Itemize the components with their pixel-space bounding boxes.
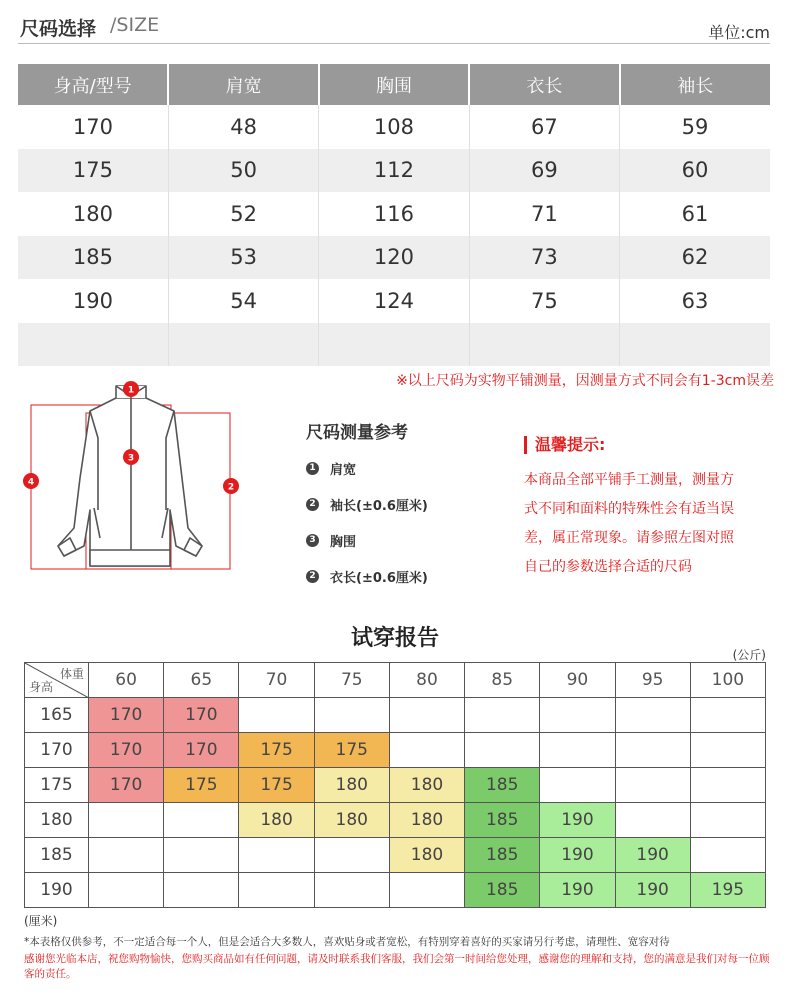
height-label: 180: [25, 803, 89, 838]
size-recommendation-cell: 170: [164, 733, 239, 768]
table-cell: 60: [620, 149, 770, 193]
weight-header: 100: [690, 663, 765, 698]
height-label: 170: [25, 733, 89, 768]
table-cell: 59: [681, 114, 709, 139]
table-row: [18, 236, 770, 280]
report-row: [25, 698, 766, 733]
size-recommendation-cell: 175: [314, 733, 389, 768]
size-recommendation-cell: 190: [540, 803, 615, 838]
table-cell: 54: [168, 279, 318, 323]
table-cell: 71: [469, 192, 619, 236]
reference-item: [306, 450, 428, 486]
weight-header: 80: [389, 663, 464, 698]
corner-weight-label: 体重: [59, 667, 84, 681]
section-subtitle: /SIZE: [110, 14, 160, 36]
table-row: [18, 192, 770, 236]
empty-cell: [615, 733, 690, 768]
table-cell: 116: [319, 192, 469, 236]
size-recommendation-cell: 190: [615, 838, 690, 873]
empty-cell: [690, 838, 765, 873]
size-recommendation-cell: 170: [164, 698, 239, 733]
table-cell: 185: [18, 236, 168, 280]
size-recommendation-cell: 185: [465, 803, 540, 838]
marker-3-label: 3: [127, 453, 135, 464]
measurement-note: ※以上尺码为实物平铺测量，因测量方式不同会有1-3cm误差: [396, 373, 774, 389]
reference-label: 肩宽: [330, 462, 357, 478]
tips-line: 式不同和面料的特殊性会有适当误: [524, 501, 734, 517]
col-header: 身高/型号: [18, 64, 168, 105]
reference-item: [306, 486, 428, 522]
height-label: 165: [25, 698, 89, 733]
size-recommendation-cell: 195: [690, 873, 765, 908]
marker-1-label: 1: [127, 385, 135, 396]
height-label: 175: [25, 768, 89, 803]
table-cell: 63: [681, 288, 709, 313]
size-table-header: [18, 64, 770, 105]
table-cell: 175: [18, 149, 168, 193]
col-header: 胸围: [319, 64, 469, 105]
number-badge: 3: [306, 534, 319, 547]
empty-cell: [465, 733, 540, 768]
empty-cell: [690, 733, 765, 768]
size-recommendation-cell: 170: [89, 698, 164, 733]
marker-2-label: 2: [227, 482, 235, 493]
size-recommendation-cell: 185: [465, 838, 540, 873]
size-recommendation-cell: 175: [239, 733, 314, 768]
try-on-report-table: [24, 662, 766, 908]
number-badge: 1: [306, 462, 319, 475]
weight-header-row: [25, 663, 766, 698]
empty-cell: [690, 768, 765, 803]
tips-line: 自己的参数选择合适的尺码: [524, 559, 692, 575]
col-header: 衣长: [469, 64, 619, 105]
table-cell: 62: [620, 236, 770, 280]
reference-label: 胸围: [330, 534, 357, 550]
table-cell: 53: [168, 236, 318, 280]
table-row: [18, 149, 770, 193]
table-cell: 67: [469, 105, 619, 149]
table-cell: 170: [18, 105, 168, 149]
size-recommendation-cell: 180: [389, 838, 464, 873]
empty-cell: [239, 698, 314, 733]
empty-cell: [89, 803, 164, 838]
empty-cell: [540, 698, 615, 733]
reference-item: [306, 558, 428, 594]
tips-title: 温馨提示:: [524, 436, 605, 454]
unit-label: 单位:cm: [708, 23, 770, 42]
table-cell: 61: [681, 201, 709, 226]
jacket-diagram: [18, 378, 250, 588]
size-recommendation-cell: 180: [314, 803, 389, 838]
table-cell: 50: [168, 149, 318, 193]
tips-body: [524, 466, 756, 582]
empty-cell: [389, 733, 464, 768]
tips-line: 差，属正常现象。请参照左图对照: [524, 530, 734, 546]
col-header: 肩宽: [168, 64, 318, 105]
table-cell: 73: [469, 236, 619, 280]
report-row: [25, 768, 766, 803]
empty-cell: [314, 838, 389, 873]
size-recommendation-cell: 180: [389, 768, 464, 803]
weight-header: 70: [239, 663, 314, 698]
table-row: [18, 279, 770, 323]
corner-cell: [25, 663, 89, 698]
empty-cell: [239, 838, 314, 873]
empty-cell: [389, 698, 464, 733]
size-recommendation-cell: 190: [540, 838, 615, 873]
height-label: 190: [25, 873, 89, 908]
table-cell: 112: [319, 149, 469, 193]
empty-cell: [89, 873, 164, 908]
empty-cell: [690, 698, 765, 733]
report-row: [25, 733, 766, 768]
col-header: 袖长: [620, 64, 770, 105]
empty-cell: [540, 768, 615, 803]
weight-header: 90: [540, 663, 615, 698]
empty-cell: [615, 768, 690, 803]
report-row: [25, 873, 766, 908]
empty-cell: [164, 873, 239, 908]
size-recommendation-cell: 180: [239, 803, 314, 838]
jacket-outline: [58, 398, 202, 566]
weight-header: 65: [164, 663, 239, 698]
weight-header: 75: [314, 663, 389, 698]
empty-cell: [540, 733, 615, 768]
size-recommendation-cell: 170: [89, 733, 164, 768]
disclaimer-text: *本表格仅供参考，不一定适合每一个人，但是会适合大多数人，喜欢贴身或者宽松，有特别穿着喜好的买家请另行考虑，请理性、宽容对待: [24, 936, 670, 948]
size-recommendation-cell: 170: [89, 768, 164, 803]
report-row: [25, 838, 766, 873]
table-cell: 120: [319, 236, 469, 280]
size-recommendation-cell: 190: [540, 873, 615, 908]
height-unit: (厘米): [24, 914, 58, 928]
weight-header: 95: [615, 663, 690, 698]
table-row: [18, 105, 770, 149]
reference-item: [306, 522, 428, 558]
empty-cell: [465, 698, 540, 733]
empty-cell: [615, 803, 690, 838]
reference-list: [306, 450, 428, 594]
reference-label: 衣长(±0.6厘米): [330, 570, 428, 586]
report-row: [25, 803, 766, 838]
hem-band: [90, 550, 170, 566]
size-recommendation-cell: 185: [465, 768, 540, 803]
table-cell: 48: [168, 105, 318, 149]
size-recommendation-cell: 180: [389, 803, 464, 838]
marker-4-label: 4: [27, 477, 35, 488]
table-cell: 124: [319, 279, 469, 323]
empty-cell: [314, 873, 389, 908]
empty-cell: [239, 873, 314, 908]
reference-label: 袖长(±0.6厘米): [330, 498, 428, 514]
section-header: [18, 12, 770, 44]
number-badge: 2: [306, 570, 319, 583]
weight-header: 85: [465, 663, 540, 698]
report-title: 试穿报告: [350, 626, 439, 651]
reference-title: 尺码测量参考: [306, 423, 408, 443]
size-recommendation-cell: 185: [465, 873, 540, 908]
tips-line: 本商品全部平铺手工测量，测量方: [524, 472, 734, 488]
table-cell: 180: [18, 192, 168, 236]
empty-cell: [89, 838, 164, 873]
table-cell: 69: [469, 149, 619, 193]
size-recommendation-cell: 175: [239, 768, 314, 803]
weight-header: 60: [89, 663, 164, 698]
number-badge: 2: [306, 498, 319, 511]
jacket-illustration: [18, 378, 250, 588]
table-row-empty: [18, 323, 770, 366]
empty-cell: [389, 873, 464, 908]
empty-cell: [615, 698, 690, 733]
corner-height-label: 身高: [29, 680, 54, 694]
table-cell: 108: [319, 105, 469, 149]
section-title: 尺码选择: [20, 18, 97, 40]
empty-cell: [314, 698, 389, 733]
table-cell: 75: [469, 279, 619, 323]
empty-cell: [690, 803, 765, 838]
height-label: 185: [25, 838, 89, 873]
size-table: [18, 64, 770, 366]
size-recommendation-cell: 180: [314, 768, 389, 803]
thanks-text: 感谢您光临本店，祝您购物愉快，您购买商品如有任何问题，请及时联系我们客服，我们会第一时间给您处理，感谢您的理解和支持，您的满意是我们对每一位顾客的责任。: [24, 953, 770, 980]
table-cell: 52: [168, 192, 318, 236]
size-recommendation-cell: 175: [164, 768, 239, 803]
weight-unit: (公斤): [732, 648, 766, 662]
empty-cell: [164, 838, 239, 873]
empty-cell: [164, 803, 239, 838]
size-recommendation-cell: 190: [615, 873, 690, 908]
table-cell: 190: [18, 279, 168, 323]
